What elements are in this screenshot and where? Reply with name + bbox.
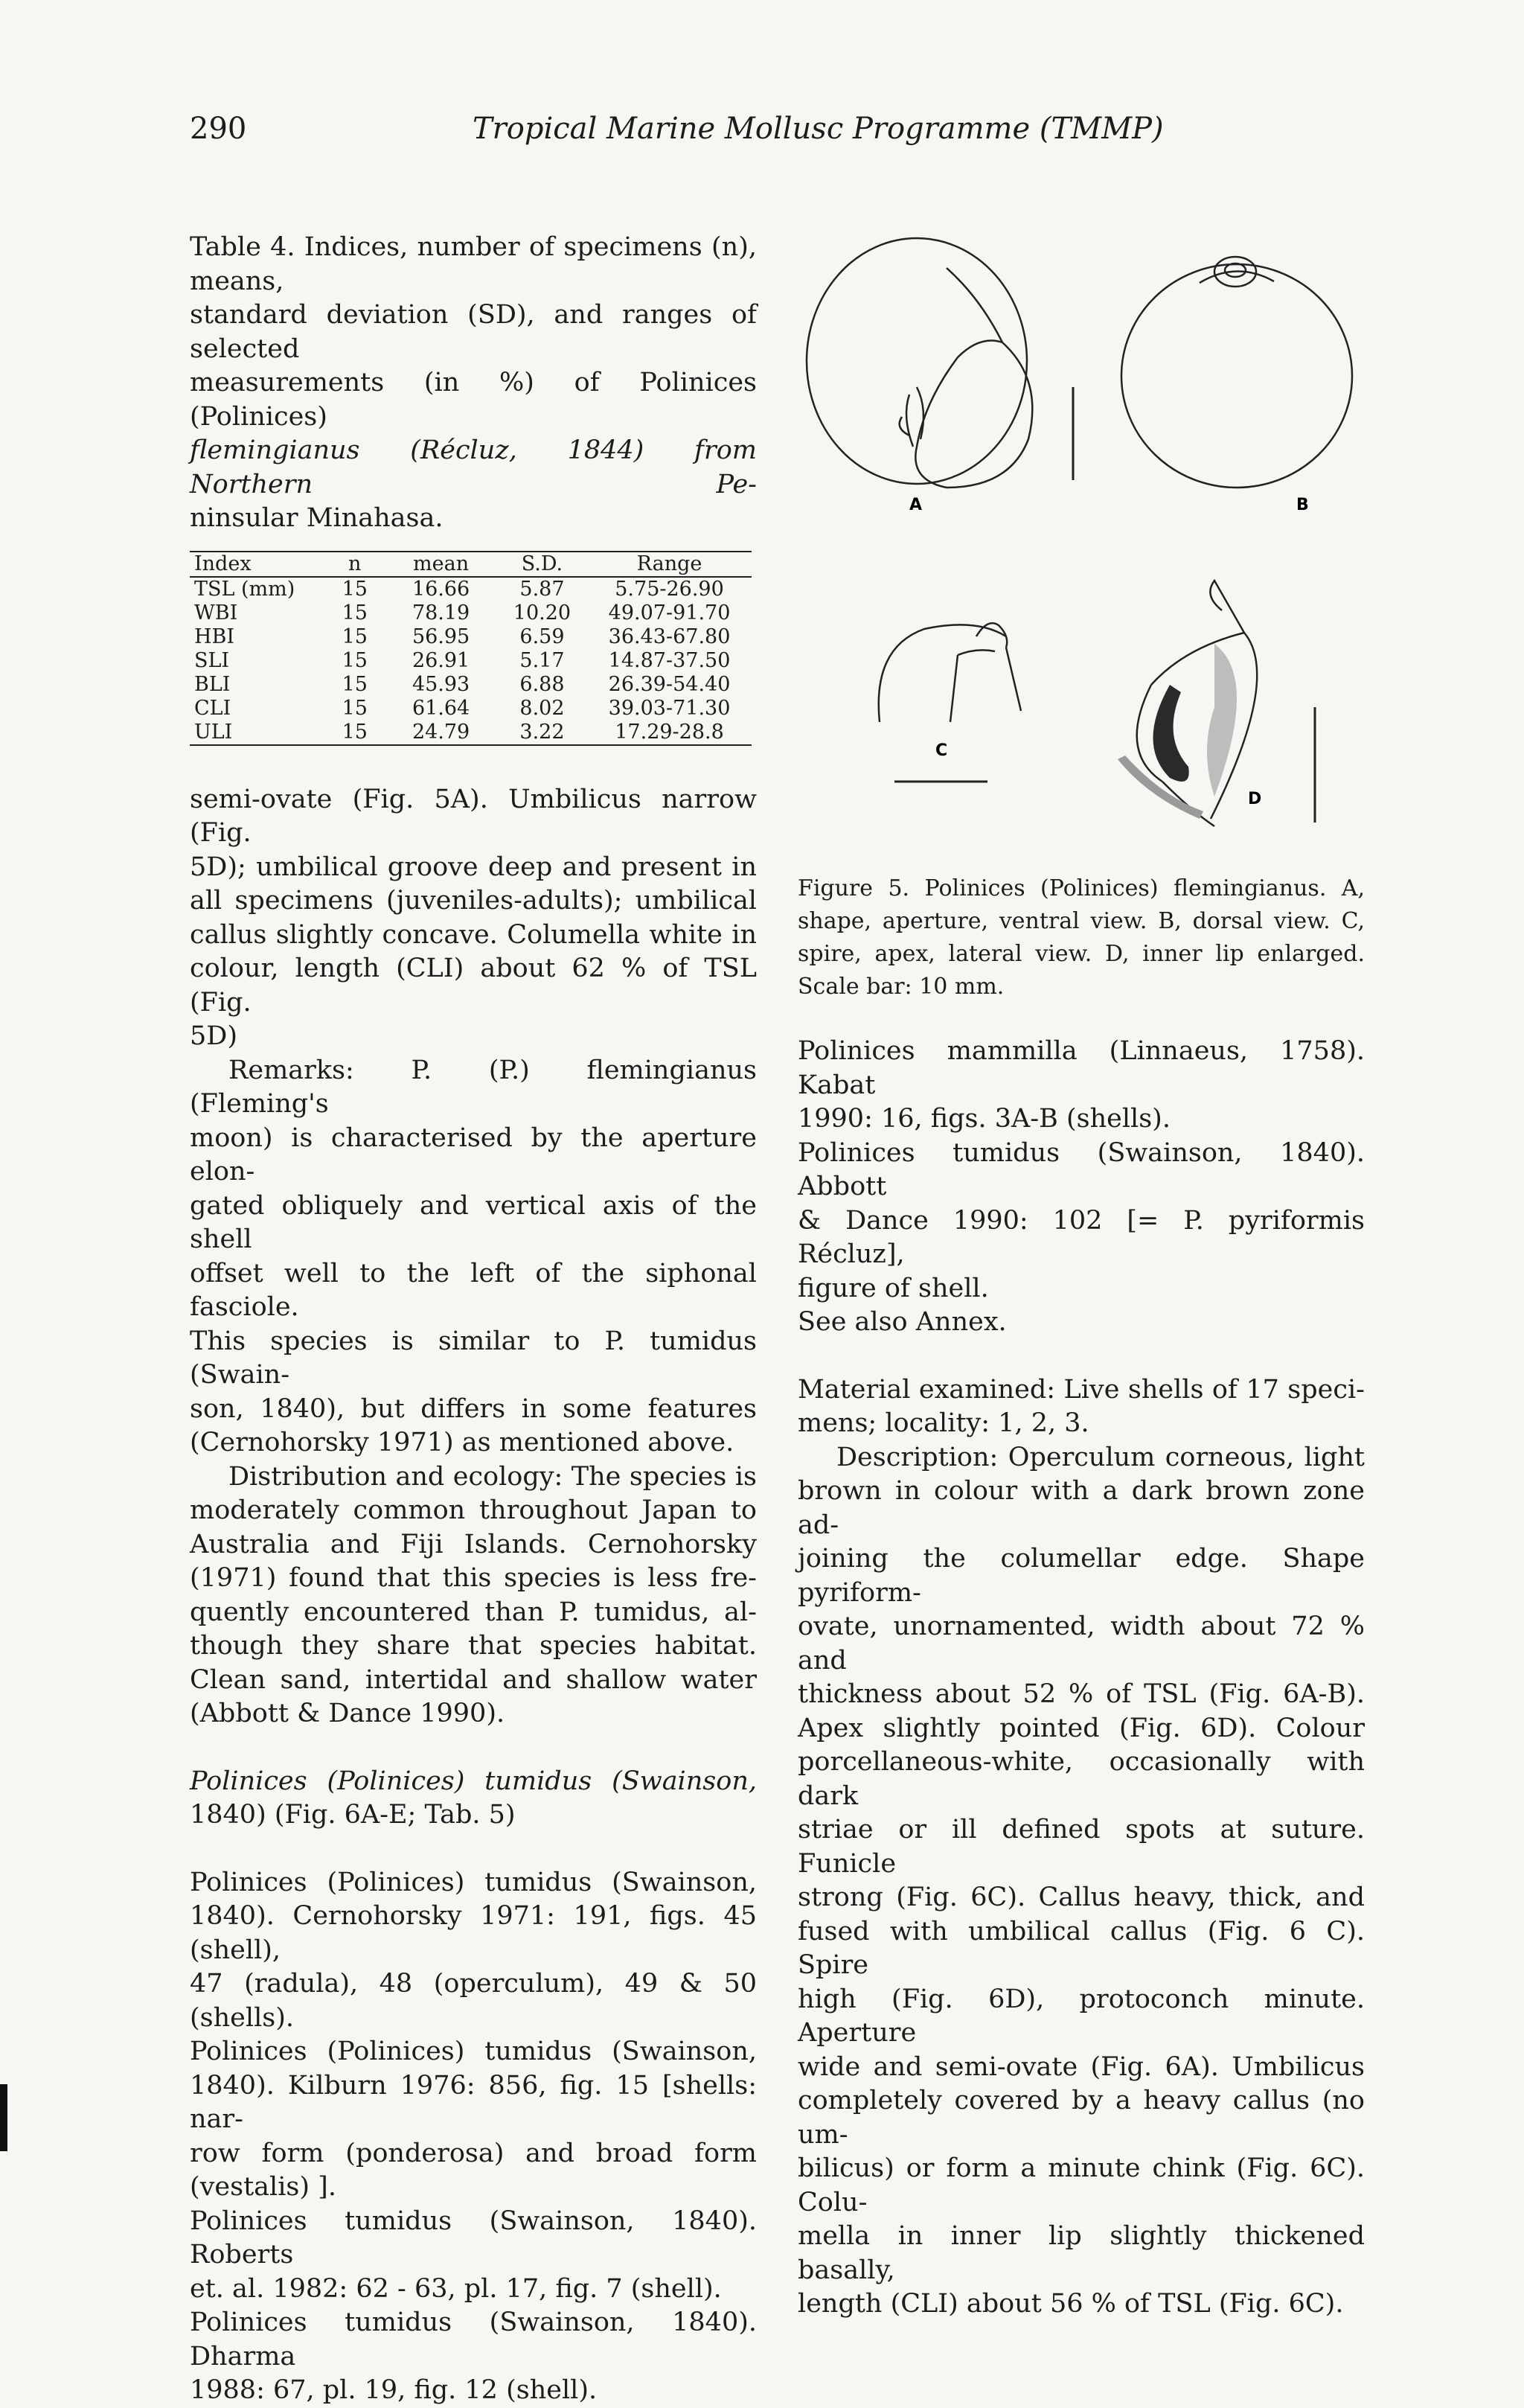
operculum-description xyxy=(798,1441,1365,2322)
text-line: Polinices mammilla (Linnaeus, 1758). Kabat xyxy=(798,1036,1365,1100)
synonymy-list xyxy=(190,1866,757,2408)
text-line: ovate, unornamented, width about 72 % and xyxy=(798,1612,1365,1676)
table-cell: 17.29-28.8 xyxy=(615,720,724,744)
shell-b-drawing xyxy=(1121,257,1352,488)
text-line: bilicus) or form a minute chink (Fig. 6C). Colu- xyxy=(798,2153,1365,2217)
text-line: 1840) (Fig. 6A-E; Tab. 5) xyxy=(190,1800,516,1830)
text-line: (Cernohorsky 1971) as mentioned above. xyxy=(190,1428,734,1457)
caption-line: spire, apex, lateral view. D, inner lip enlarged. xyxy=(798,941,1365,967)
table-cell: 6.59 xyxy=(519,625,565,648)
text-line: moderately common throughout Japan to xyxy=(190,1495,757,1525)
table-header-row xyxy=(190,552,752,577)
text-line: offset well to the left of the siphonal fasciole. xyxy=(190,1258,757,1322)
table-row xyxy=(190,721,752,745)
label-a: A xyxy=(909,496,923,514)
table-row xyxy=(190,601,752,625)
table-cell: 14.87-37.50 xyxy=(608,648,731,672)
reference-list xyxy=(798,1035,1365,1340)
text-line: row form (ponderosa) and broad form xyxy=(190,2138,757,2168)
text-line: Apex slightly pointed (Fig. 6D). Colour xyxy=(798,1713,1365,1743)
table-cell: 24.79 xyxy=(412,720,470,744)
text-line: son, 1840), but differs in some features xyxy=(190,1393,757,1424)
text-line: 5D) xyxy=(190,1021,237,1051)
table-cell: 16.66 xyxy=(412,577,470,601)
text-line: completely covered by a heavy callus (no um- xyxy=(798,2086,1365,2150)
running-title: Tropical Marine Mollusc Programme (TMMP) xyxy=(473,112,1164,146)
col-header: Index xyxy=(194,552,252,575)
text-line: callus slightly concave. Columella white in xyxy=(190,919,757,950)
caption-line: flemingianus (Récluz, 1844) from Northern Pe- xyxy=(190,435,757,499)
text-line: figure of shell. xyxy=(798,1273,989,1303)
text-line: 47 (radula), 48 (operculum), 49 & 50 (shells). xyxy=(190,1969,757,2033)
text-line: 1990: 16, figs. 3A-B (shells). xyxy=(798,1104,1171,1134)
inner-lip-shading xyxy=(1153,685,1189,782)
text-line: quently encountered than P. tumidus, al- xyxy=(190,1597,757,1627)
table-cell: CLI xyxy=(194,696,231,720)
table-cell: 15 xyxy=(342,696,368,720)
text-line: porcellaneous-white, occasionally with dark xyxy=(798,1747,1365,1811)
table-cell: 8.02 xyxy=(519,696,565,720)
table-cell: 26.91 xyxy=(412,648,470,672)
text-line: Polinices (Polinices) tumidus (Swainson, xyxy=(190,2037,757,2066)
figure-5 xyxy=(798,231,1363,863)
table-cell: 39.03-71.30 xyxy=(608,696,731,720)
shell-c-drawing xyxy=(879,623,1021,782)
caption-line: Figure 5. Polinices (Polinices) flemingianus. A, xyxy=(798,875,1365,901)
caption-line: measurements (in %) of Polinices (Polinices) xyxy=(190,368,757,432)
text-line: colour, length (CLI) about 62 % of TSL (Fig. xyxy=(190,954,757,1018)
table-cell: 15 xyxy=(342,601,368,625)
table-cell: 15 xyxy=(342,648,368,672)
text-line: 1840). Cernohorsky 1971: 191, figs. 45 (shell), xyxy=(190,1901,757,1965)
right-column-text xyxy=(798,1035,1365,2322)
text-line: This species is similar to P. tumidus (Swain- xyxy=(190,1326,757,1390)
text-line: Description: Operculum corneous, light xyxy=(836,1442,1365,1472)
figure-5-caption xyxy=(798,872,1365,1003)
text-line: though they share that species habitat. xyxy=(190,1631,757,1661)
label-d: D xyxy=(1248,790,1262,808)
text-line: high (Fig. 6D), protoconch minute. Aperture xyxy=(798,1984,1365,2048)
label-c: C xyxy=(935,741,948,760)
text-line: 1840). Kilburn 1976: 856, fig. 15 [shells: nar- xyxy=(190,2070,757,2134)
table-cell: BLI xyxy=(194,672,231,696)
table-cell: 5.75-26.90 xyxy=(615,577,724,601)
text-line: 1988: 67, pl. 19, fig. 12 (shell). xyxy=(190,2375,598,2405)
table-row xyxy=(190,649,752,673)
table-cell: 45.93 xyxy=(412,672,470,696)
col-header: S.D. xyxy=(521,552,563,575)
col-header: mean xyxy=(413,552,470,575)
caption-line: ninsular Minahasa. xyxy=(190,503,444,533)
page-number: 290 xyxy=(190,112,247,146)
text-line: wide and semi-ovate (Fig. 6A). Umbilicus xyxy=(798,2051,1365,2082)
text-line: et. al. 1982: 62 - 63, pl. 17, fig. 7 (shell). xyxy=(190,2273,722,2304)
text-line: gated obliquely and vertical axis of the shell xyxy=(190,1190,757,1254)
text-line: Material examined: Live shells of 17 speci- xyxy=(798,1374,1365,1405)
measurements-table xyxy=(190,551,752,746)
description-paragraph xyxy=(190,783,757,1054)
text-line: mella in inner lip slightly thickened basally, xyxy=(798,2221,1365,2285)
material-paragraph xyxy=(798,1373,1365,1441)
text-line: Polinices tumidus (Swainson, 1840). Abbott xyxy=(798,1137,1365,1201)
text-line: & Dance 1990: 102 [= P. pyriformis Récluz], xyxy=(798,1205,1365,1269)
table-cell: HBI xyxy=(194,625,235,648)
species-heading xyxy=(190,1765,757,1833)
shell-a-drawing xyxy=(807,238,1032,488)
col-header: n xyxy=(348,552,362,575)
text-line: thickness about 52 % of TSL (Fig. 6A-B). xyxy=(798,1679,1365,1709)
table-cell: 15 xyxy=(342,672,368,696)
text-line: length (CLI) about 56 % of TSL (Fig. 6C). xyxy=(798,2289,1344,2319)
table-cell: TSL (mm) xyxy=(194,577,295,601)
table-cell: 5.87 xyxy=(519,577,565,601)
text-line: fused with umbilical callus (Fig. 6 C). Spire xyxy=(798,1916,1365,1980)
table-cell: 61.64 xyxy=(412,696,470,720)
left-column xyxy=(190,231,757,2408)
text-line: (vestalis) ]. xyxy=(190,2172,336,2202)
table-cell: 56.95 xyxy=(412,625,470,648)
text-line: Remarks: P. (P.) flemingianus (Fleming's xyxy=(190,1055,757,1119)
table-cell: 78.19 xyxy=(412,601,470,625)
caption-line: standard deviation (SD), and ranges of selected xyxy=(190,300,757,364)
table-cell: 3.22 xyxy=(519,720,565,744)
text-line: joining the columellar edge. Shape pyriform- xyxy=(798,1544,1365,1608)
text-line: Polinices tumidus (Swainson, 1840). Roberts xyxy=(190,2206,757,2270)
shell-drawings xyxy=(798,231,1363,863)
table-row xyxy=(190,697,752,721)
text-line: Polinices (Polinices) tumidus (Swainson, xyxy=(190,1766,757,1796)
col-header: Range xyxy=(636,552,702,575)
table-cell: 15 xyxy=(342,577,368,601)
text-line: striae or ill defined spots at suture. Funicle xyxy=(798,1815,1365,1879)
text-line: (Abbott & Dance 1990). xyxy=(190,1699,505,1728)
table-cell: 6.88 xyxy=(519,672,565,696)
text-line: semi-ovate (Fig. 5A). Umbilicus narrow (Fig. xyxy=(190,784,757,848)
text-line: Polinices (Polinices) tumidus (Swainson, xyxy=(190,1867,757,1897)
table-cell: 10.20 xyxy=(513,601,572,625)
table-cell: 15 xyxy=(342,625,368,648)
table-cell: WBI xyxy=(194,601,238,625)
text-line: Polinices tumidus (Swainson, 1840). Dharma xyxy=(190,2308,757,2372)
label-b: B xyxy=(1296,496,1309,514)
table-row xyxy=(190,625,752,649)
table-row xyxy=(190,673,752,697)
distribution-paragraph xyxy=(190,1460,757,1731)
text-line: 5D); umbilical groove deep and present in xyxy=(190,852,757,882)
text-line: strong (Fig. 6C). Callus heavy, thick, and xyxy=(798,1882,1365,1912)
text-line: Australia and Fiji Islands. Cernohorsky xyxy=(190,1529,757,1559)
caption-line: Table 4. Indices, number of specimens (n), means, xyxy=(190,232,757,296)
text-line: brown in colour with a dark brown zone ad- xyxy=(798,1476,1365,1540)
table-caption xyxy=(190,231,757,536)
scan-edge-mark xyxy=(0,2084,7,2151)
table-cell: 15 xyxy=(342,720,368,744)
table-cell: 5.17 xyxy=(519,648,565,672)
caption-line: shape, aperture, ventral view. B, dorsal view. C, xyxy=(798,908,1365,934)
remarks-paragraph xyxy=(190,1054,757,1460)
text-line: See also Annex. xyxy=(798,1307,1007,1337)
table-row xyxy=(190,577,752,601)
table-cell: ULI xyxy=(194,720,233,744)
table-cell: 36.43-67.80 xyxy=(608,625,731,648)
text-line: Distribution and ecology: The species is xyxy=(228,1461,757,1492)
text-line: (1971) found that this species is less fre- xyxy=(190,1563,757,1593)
table-cell: SLI xyxy=(194,648,230,672)
text-line: moon) is characterised by the aperture elon- xyxy=(190,1122,757,1187)
caption-line: Scale bar: 10 mm. xyxy=(798,974,1005,1000)
text-line: all specimens (juveniles-adults); umbilical xyxy=(190,886,757,916)
table-cell: 49.07-91.70 xyxy=(608,601,731,625)
text-line: mens; locality: 1, 2, 3. xyxy=(798,1408,1089,1438)
table-cell: 26.39-54.40 xyxy=(608,672,731,696)
text-line: Clean sand, intertidal and shallow water xyxy=(190,1664,757,1695)
